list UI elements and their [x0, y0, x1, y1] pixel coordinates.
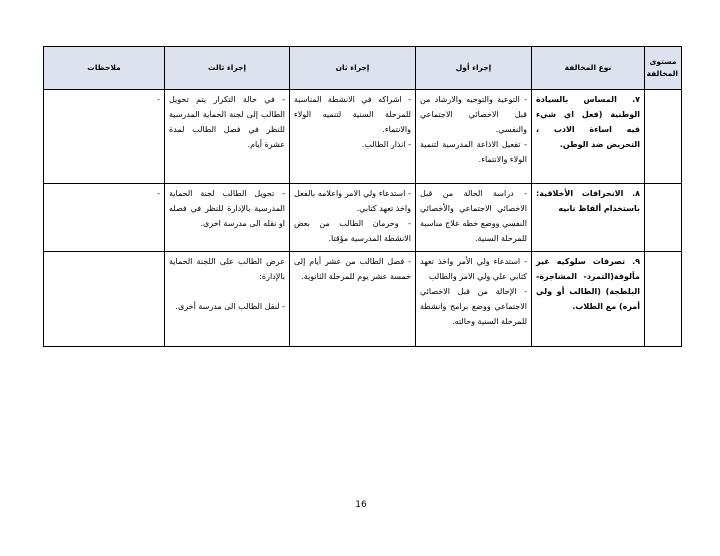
cell-third-action: - في حالة التكرار يتم تحويل الطالب إلى لجنة الحماية المدرسية للنظر في فصل الطالب لمدة عشرة أيام.: [165, 90, 290, 184]
cell-second-action: - استدعاء ولي الامر واعلامه بالفعل واخذ تعهد كتابي. - وحرمان الطالب من بعض الانشطة المدرسية مؤقتا.: [290, 184, 416, 252]
header-third-action: إجراء ثالث: [165, 47, 290, 90]
cell-third-action: عرض الطالب على اللجنة الحماية بالإدارة: - لنقل الطالب الى مدرسة أخرى.: [165, 252, 290, 347]
header-level: مستوى المخالفة: [645, 47, 682, 90]
cell-notes: -: [44, 90, 165, 184]
cell-second-action: - اشراكه في الانشطة المناسبة للمرحلة السنية لتنميه الولاء والانتماء. - انذار الطالب.: [290, 90, 416, 184]
header-row: [44, 47, 682, 90]
cell-violation-type: ٧. المساس بالسيادة الوطنية (فعل اي شيء فيه اساءة الادب ، التحريض ضد الوطن.: [532, 90, 645, 184]
header-notes: ملاحظات: [44, 47, 165, 90]
header-first-action: إجراء أول: [416, 47, 532, 90]
cell-violation-type: ٩. تصرفات سلوكيه غير مألوفة(التمرد- المشاجرة-البلطجة) (الطالب أو ولي أمره) مع الطلاب.: [532, 252, 645, 347]
cell-level: [645, 252, 682, 347]
violations-table: [43, 46, 682, 347]
cell-first-action: - التوعية والتوجيه والارشاد من قبل الاخصائي الاجتماعي والنفسي. - تفعيل الاذاعة المدرسية لتنمية الولاء والانتماء.: [416, 90, 532, 184]
cell-violation-type: ٨. الانحرافات الأخلاقية: باستخدام ألفاظ نابيه: [532, 184, 645, 252]
cell-notes: [44, 252, 165, 347]
cell-level: [645, 184, 682, 252]
cell-level: [645, 90, 682, 184]
cell-third-action: - تحويل الطالب لجنة الحماية المدرسية بالإدارة للنظر في فصله او نقله الى مدرسة اخرى.: [165, 184, 290, 252]
cell-first-action: - دراسة الحالة من قبل الاخصائي الاجتماعي والأخصائي النفسي ووضع خطه علاج مناسبة للمرحلة السنية.: [416, 184, 532, 252]
cell-second-action: - فصل الطالب من عشر أيام إلى خمسة عشر يوم للمرحلة الثانوية.: [290, 252, 416, 347]
table-row: [44, 90, 682, 184]
cell-notes: -: [44, 184, 165, 252]
cell-first-action: - استدعاء ولي الأمر واخذ تعهد كتابي علي ولي الامر والطالب - الإحالة من قبل الاخصائي الاجتماعي ووضع برامج وانشطة للمرحلة السنية وحالته.: [416, 252, 532, 347]
page-number: 16: [355, 500, 367, 510]
header-second-action: إجراء ثان: [290, 47, 416, 90]
table-row: [44, 184, 682, 252]
table-row: [44, 252, 682, 347]
header-violation-type: نوع المخالفة: [532, 47, 645, 90]
